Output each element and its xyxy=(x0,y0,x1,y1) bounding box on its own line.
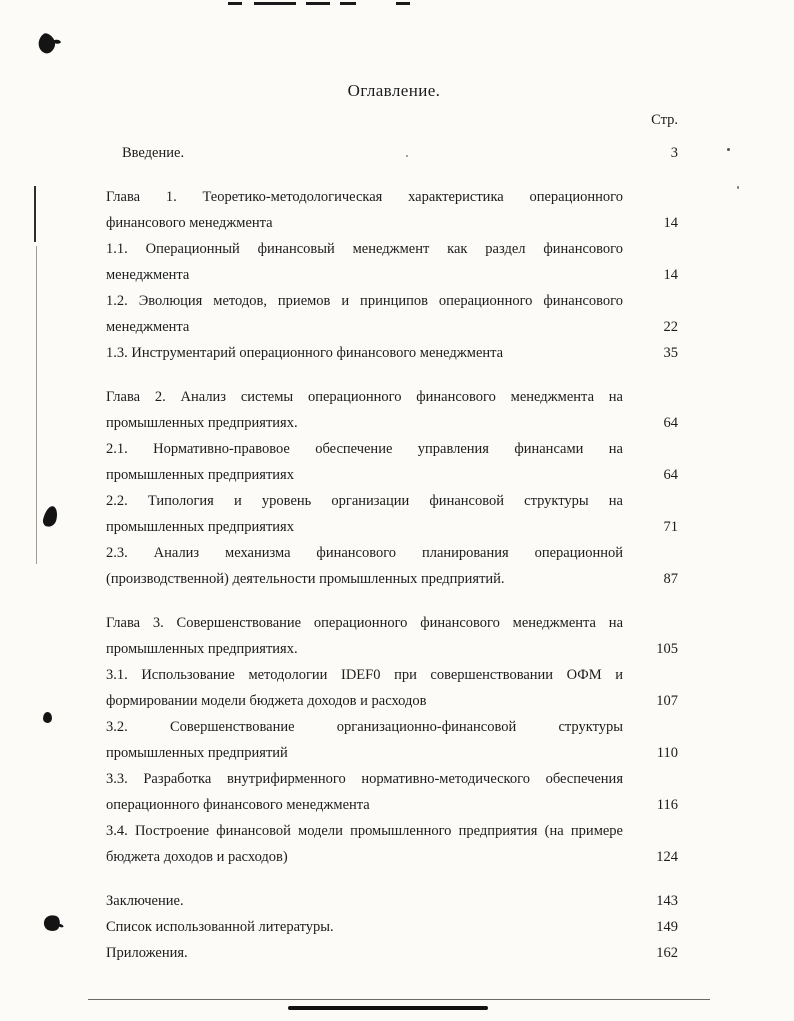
toc-entry xyxy=(106,140,682,166)
toc-entry-page: 162 xyxy=(656,945,678,961)
toc-entry-line: Глава 2. Анализ системы операционного финансового менеджмента на xyxy=(106,389,623,405)
scan-dash-artifact xyxy=(254,2,296,5)
toc-entry-line: менеджмента xyxy=(106,267,190,283)
toc-entry xyxy=(106,940,682,966)
toc-entry-line: промышленных предприятиях. xyxy=(106,415,298,431)
bottom-rule-line xyxy=(88,999,710,1000)
scan-dash-artifact xyxy=(396,2,410,5)
toc-entry-page: 143 xyxy=(656,893,678,909)
toc-entry-line: бюджета доходов и расходов) xyxy=(106,849,288,865)
toc-entry-line: 2.1. Нормативно-правовое обеспечение управления финансами на xyxy=(106,441,623,457)
toc-entry-text xyxy=(106,940,623,966)
toc-entry-text xyxy=(106,540,623,592)
toc-entry-text xyxy=(106,662,623,714)
toc-entry xyxy=(106,436,682,488)
toc-entry-page: 105 xyxy=(656,641,678,657)
toc-entry-line: 3.4. Построение финансовой модели промышленного предприятия (на примере xyxy=(106,823,623,839)
toc-entry-page: 124 xyxy=(656,849,678,865)
toc-entry-line: промышленных предприятиях xyxy=(106,467,294,483)
toc-entry-text xyxy=(106,340,623,366)
toc-entry-line: 3.2. Совершенствование организационно-финансовой структуры xyxy=(106,719,623,735)
ink-blob-artifact xyxy=(43,712,52,723)
toc-entry-line: промышленных предприятий xyxy=(106,745,288,761)
ink-blob-artifact xyxy=(42,505,60,529)
toc-entry-text xyxy=(106,288,623,340)
toc-entry-line: Введение. xyxy=(122,145,185,161)
page-title: Оглавление. xyxy=(347,81,441,100)
toc-entry-page: 149 xyxy=(656,919,678,935)
toc-entry-page: 64 xyxy=(663,467,678,483)
toc-entry-text xyxy=(106,714,623,766)
toc-entry xyxy=(106,488,682,540)
toc-entry xyxy=(106,662,682,714)
toc-entry-line: Заключение. xyxy=(106,893,184,909)
toc-entry-line: Приложения. xyxy=(106,945,188,961)
toc-entry xyxy=(106,340,682,366)
toc-entry-line: 1.2. Эволюция методов, приемов и принципов операционного финансового xyxy=(106,293,623,309)
toc-entry xyxy=(106,184,682,236)
toc-entry xyxy=(106,384,682,436)
toc-entry-page: 107 xyxy=(656,693,678,709)
page-column-header: Стр. xyxy=(651,112,678,128)
toc-entry-line: 2.2. Типология и уровень организации финансовой структуры на xyxy=(106,493,623,509)
toc-entry-page: 116 xyxy=(656,797,678,813)
toc-entry-text xyxy=(106,888,623,914)
ink-blob-artifact xyxy=(42,913,63,934)
toc-entry-line: 1.1. Операционный финансовый менеджмент как раздел финансового xyxy=(106,241,623,257)
toc-entry xyxy=(106,288,682,340)
toc-entry-line: промышленных предприятиях. xyxy=(106,641,298,657)
toc-entry-line: Список использованной литературы. xyxy=(106,919,334,935)
toc-entry-page: 87 xyxy=(663,571,678,587)
toc-entry xyxy=(106,540,682,592)
toc-entry-text xyxy=(106,384,623,436)
toc-entry-line: формировании модели бюджета доходов и расходов xyxy=(106,693,427,709)
toc-entry-text xyxy=(106,436,623,488)
toc-entry-page: 22 xyxy=(663,319,678,335)
scan-dash-artifact xyxy=(228,2,242,5)
toc-entry-line: 2.3. Анализ механизма финансового планирования операционной xyxy=(106,545,623,561)
toc-entry xyxy=(106,818,682,870)
toc-entry-line: промышленных предприятиях xyxy=(106,519,294,535)
toc-entry-line: 3.1. Использование методологии IDEF0 при совершенствовании ОФМ и xyxy=(106,667,623,683)
toc-entry-line: операционного финансового менеджмента xyxy=(106,797,370,813)
toc-entry-page: 14 xyxy=(663,215,678,231)
toc-entry-page: 64 xyxy=(663,415,678,431)
toc-entry-text xyxy=(106,236,623,288)
toc-entry-line: 1.3. Инструментарий операционного финансового менеджмента xyxy=(106,345,504,361)
toc-entry-page: 71 xyxy=(663,519,678,535)
toc-entry-line: менеджмента xyxy=(106,319,190,335)
toc-entry-text xyxy=(106,610,623,662)
bottom-rule-line xyxy=(288,1006,488,1010)
scan-speck xyxy=(737,186,739,189)
toc-entry xyxy=(106,714,682,766)
toc-entry-line: Глава 3. Совершенствование операционного финансового менеджмента на xyxy=(106,615,623,631)
toc-entry xyxy=(106,888,682,914)
toc-entry-text xyxy=(106,766,623,818)
toc-entry-page: 14 xyxy=(663,267,678,283)
scan-scratch-line xyxy=(36,246,37,564)
toc-entry-text xyxy=(106,914,623,940)
toc-entry xyxy=(106,610,682,662)
toc-entry-text xyxy=(106,184,623,236)
toc-entry-line: 3.3. Разработка внутрифирменного нормативно-методического обеспечения xyxy=(106,771,623,787)
ink-blob-artifact xyxy=(34,31,59,56)
toc-page-content xyxy=(106,78,682,966)
toc-entry-page: 35 xyxy=(663,345,678,361)
scan-dash-artifact xyxy=(340,2,356,5)
toc-entry-line: финансового менеджмента xyxy=(106,215,273,231)
toc-entry-page: 3 xyxy=(670,145,678,161)
toc-entry-text xyxy=(106,818,623,870)
toc-entry xyxy=(106,236,682,288)
scan-scratch-line xyxy=(34,186,36,242)
scan-dash-artifact xyxy=(306,2,330,5)
toc-entry-line: Глава 1. Теоретико-методологическая характеристика операционного xyxy=(106,189,623,205)
toc-entry xyxy=(106,914,682,940)
toc-entry-text xyxy=(106,488,623,540)
toc-entry xyxy=(106,766,682,818)
toc-entry-text xyxy=(106,140,623,166)
toc-entry-page: 110 xyxy=(656,745,678,761)
toc-entry-line: (производственной) деятельности промышленных предприятий. xyxy=(106,571,505,587)
scan-speck xyxy=(727,148,730,151)
